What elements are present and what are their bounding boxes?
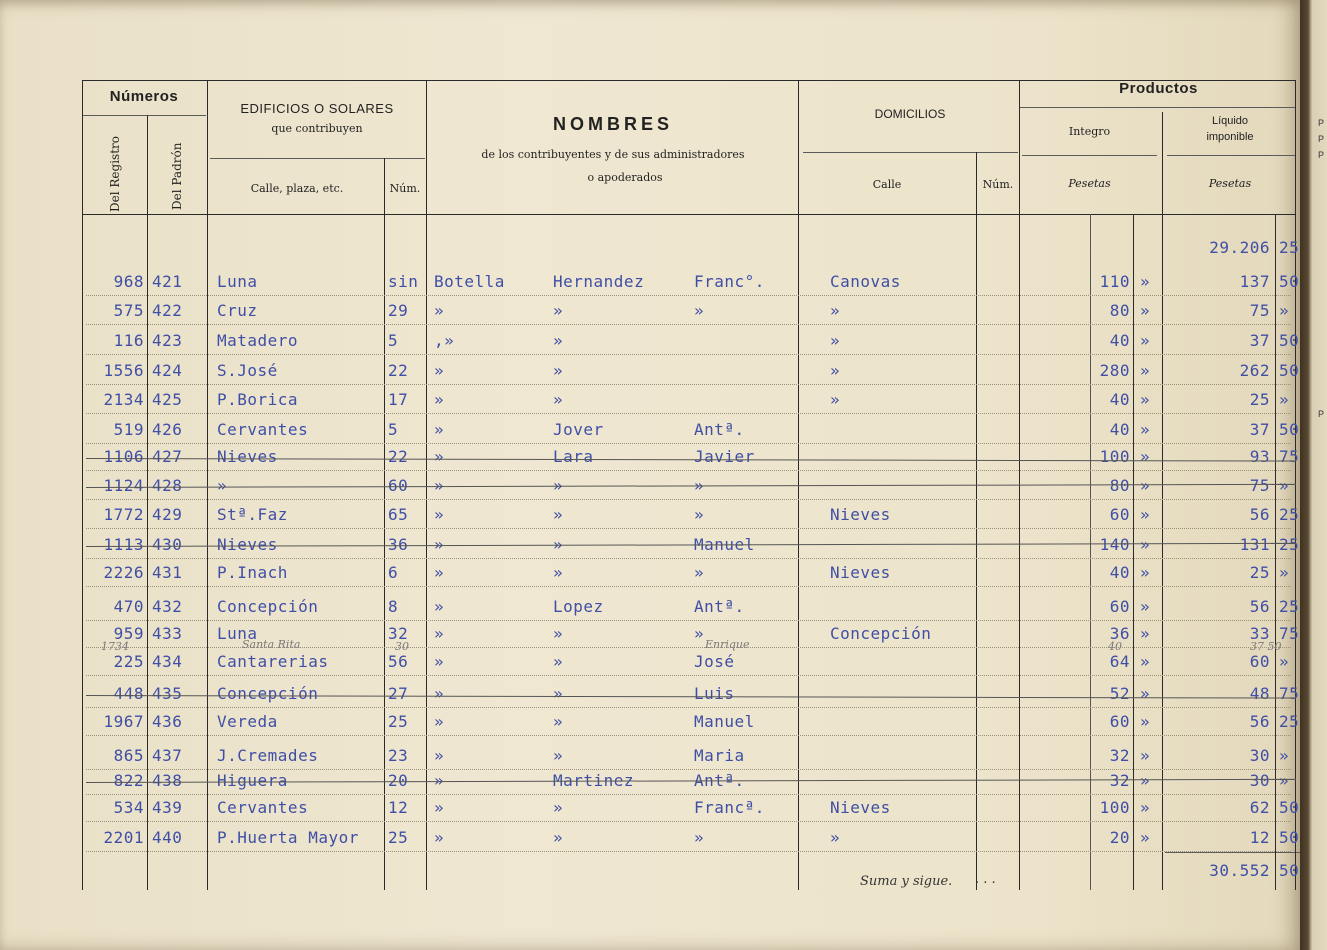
header-bottom-rule xyxy=(82,214,1295,215)
street-number: 5 xyxy=(388,420,399,439)
street-name: J.Cremades xyxy=(217,746,319,765)
registro-number: 448 xyxy=(113,684,144,703)
liquido-cents: 25 xyxy=(1279,597,1300,616)
surname-1: » xyxy=(434,390,445,409)
footer-dots: . . . xyxy=(975,872,996,887)
integro-pesetas: 140 xyxy=(1099,535,1130,554)
street-name: P.Huerta Mayor xyxy=(217,828,359,847)
padron-number: 423 xyxy=(152,331,183,350)
integro-pesetas: 20 xyxy=(1109,828,1130,847)
integro-cents: » xyxy=(1140,798,1151,817)
imponible-heading: imponible xyxy=(1206,131,1254,143)
padron-number: 431 xyxy=(152,563,183,582)
pencil-note-nombre: Enrique xyxy=(705,638,750,651)
padron-number: 422 xyxy=(152,301,183,320)
registro-number: 1556 xyxy=(103,361,144,380)
liquido-pesetas: 131 xyxy=(1239,535,1270,554)
registro-number: 959 xyxy=(113,624,144,643)
padron-number: 439 xyxy=(152,798,183,817)
surname-2: » xyxy=(553,624,564,643)
street-name: S.José xyxy=(217,361,278,380)
given-name: » xyxy=(694,624,705,643)
integro-pesetas: 100 xyxy=(1099,798,1130,817)
integro-pesetas: 64 xyxy=(1109,652,1130,671)
given-name: Francª. xyxy=(694,798,765,817)
street-name: Luna xyxy=(217,272,258,291)
liquido-cents: 50 xyxy=(1279,361,1300,380)
liquido-cents: 75 xyxy=(1279,624,1300,643)
row-guide-line xyxy=(86,528,1291,529)
productos-rule xyxy=(1020,107,1295,108)
surname-1: » xyxy=(434,301,445,320)
registro-number: 865 xyxy=(113,746,144,765)
liquido-cents: » xyxy=(1279,301,1290,320)
given-name: Franc°. xyxy=(694,272,765,291)
given-name: Javier xyxy=(694,447,755,466)
integro-rule xyxy=(1022,155,1157,156)
registro-number: 1772 xyxy=(103,505,144,524)
given-name: José xyxy=(694,652,735,671)
liquido-pesetas: 25 xyxy=(1249,390,1270,409)
col-line xyxy=(82,80,83,890)
liquido-cents: 25 xyxy=(1279,712,1300,731)
padron-number: 427 xyxy=(152,447,183,466)
integro-cents: » xyxy=(1140,420,1151,439)
row-guide-line xyxy=(86,499,1291,500)
carried-forward-cents: 25 xyxy=(1279,238,1300,257)
street-number: 25 xyxy=(388,712,409,731)
liquido-pesetas: 75 xyxy=(1249,301,1270,320)
liquido-cents: 50 xyxy=(1279,420,1300,439)
integro-cents: » xyxy=(1140,746,1151,765)
registro-number: 2226 xyxy=(103,563,144,582)
street-number: 8 xyxy=(388,597,399,616)
row-guide-line xyxy=(86,675,1291,676)
edificios-subheading: que contribuyen xyxy=(271,122,363,135)
integro-pesetas: 40 xyxy=(1109,563,1130,582)
liquido-pesetas: 12 xyxy=(1249,828,1270,847)
domicilio-street: Concepción xyxy=(830,624,932,643)
row-guide-line xyxy=(86,558,1291,559)
liquido-cents: » xyxy=(1279,390,1290,409)
surname-2: » xyxy=(553,746,564,765)
registro-number: 2134 xyxy=(103,390,144,409)
surname-1: » xyxy=(434,420,445,439)
surname-2: » xyxy=(553,390,564,409)
liquido-cents: 50 xyxy=(1279,798,1300,817)
liquido-pesetas: 60 xyxy=(1249,652,1270,671)
integro-pesetas: 60 xyxy=(1109,597,1130,616)
calle-plaza-heading: Calle, plaza, etc. xyxy=(250,182,344,195)
surname-1: » xyxy=(434,476,445,495)
edificios-rule xyxy=(210,158,425,159)
street-name: Cruz xyxy=(217,301,258,320)
liquido-pesetas: 262 xyxy=(1239,361,1270,380)
domicilio-street: » xyxy=(830,828,841,847)
street-number: 23 xyxy=(388,746,409,765)
col-line xyxy=(147,115,148,890)
edge-letter: P xyxy=(1318,150,1325,160)
padron-number: 421 xyxy=(152,272,183,291)
surname-1: » xyxy=(434,652,445,671)
row-guide-line xyxy=(86,707,1291,708)
liquido-rule xyxy=(1167,155,1295,156)
street-number: 27 xyxy=(388,684,409,703)
street-name: Luna xyxy=(217,624,258,643)
row-guide-line xyxy=(86,324,1291,325)
street-number: 12 xyxy=(388,798,409,817)
liquido-pesetas: 75 xyxy=(1249,476,1270,495)
surname-2: » xyxy=(553,798,564,817)
street-number: 5 xyxy=(388,331,399,350)
liquido-pesetas: 25 xyxy=(1249,563,1270,582)
registro-number: 1106 xyxy=(103,447,144,466)
registro-number: 1124 xyxy=(103,476,144,495)
integro-cents: » xyxy=(1140,505,1151,524)
integro-cents: » xyxy=(1140,712,1151,731)
row-guide-line xyxy=(86,620,1291,621)
padron-number: 433 xyxy=(152,624,183,643)
street-number: sin xyxy=(388,272,419,291)
street-number: 32 xyxy=(388,624,409,643)
liquido-cents: 75 xyxy=(1279,684,1300,703)
liquido-cents: 50 xyxy=(1279,828,1300,847)
numeros-rule xyxy=(82,115,206,116)
row-guide-line xyxy=(86,769,1291,770)
surname-2: » xyxy=(553,652,564,671)
liquido-pesetas: 48 xyxy=(1249,684,1270,703)
street-name: Nieves xyxy=(217,447,278,466)
liquido-pesetas: 137 xyxy=(1239,272,1270,291)
integro-cents: » xyxy=(1140,597,1151,616)
registro-number: 575 xyxy=(113,301,144,320)
integro-pesetas: 100 xyxy=(1099,447,1130,466)
num2-heading: Núm. xyxy=(982,178,1014,191)
row-guide-line xyxy=(86,443,1291,444)
surname-1: ,» xyxy=(434,331,455,350)
liquido-cents: » xyxy=(1279,746,1290,765)
surname-1: » xyxy=(434,798,445,817)
street-number: 6 xyxy=(388,563,399,582)
integro-cents: » xyxy=(1140,272,1151,291)
integro-cents: » xyxy=(1140,476,1151,495)
given-name: Antª. xyxy=(694,420,745,439)
liquido-pesetas: 56 xyxy=(1249,505,1270,524)
surname-1: Botella xyxy=(434,272,505,291)
total-cents: 50 xyxy=(1279,861,1300,880)
pesetas-heading-liquido: Pesetas xyxy=(1208,177,1252,190)
padron-number: 432 xyxy=(152,597,183,616)
integro-heading: Integro xyxy=(1068,125,1111,138)
domicilio-street: Nieves xyxy=(830,563,891,582)
street-number: 65 xyxy=(388,505,409,524)
surname-2: » xyxy=(553,684,564,703)
domicilio-street: » xyxy=(830,331,841,350)
liquido-cents: 50 xyxy=(1279,331,1300,350)
street-name: Cervantes xyxy=(217,798,309,817)
surname-1: » xyxy=(434,828,445,847)
surname-1: » xyxy=(434,505,445,524)
surname-2: » xyxy=(553,505,564,524)
nombres-subheading-2: o apoderados xyxy=(587,171,663,184)
total-rule xyxy=(1165,852,1300,853)
street-name: Nieves xyxy=(217,535,278,554)
row-guide-line xyxy=(86,470,1291,471)
integro-pesetas: 36 xyxy=(1109,624,1130,643)
registro-number: 470 xyxy=(113,597,144,616)
padron-number: 438 xyxy=(152,771,183,790)
given-name: » xyxy=(694,563,705,582)
surname-2: » xyxy=(553,563,564,582)
given-name: » xyxy=(694,476,705,495)
calle-heading: Calle xyxy=(872,178,902,191)
row-guide-line xyxy=(86,735,1291,736)
integro-pesetas: 32 xyxy=(1109,771,1130,790)
row-guide-line xyxy=(86,586,1291,587)
surname-1: » xyxy=(434,684,445,703)
surname-1: » xyxy=(434,712,445,731)
integro-cents: » xyxy=(1140,447,1151,466)
given-name: » xyxy=(694,301,705,320)
carried-forward-pesetas: 29.206 xyxy=(1209,238,1270,257)
pencil-note-calle: Santa Rita xyxy=(242,638,301,651)
col-line xyxy=(1090,214,1091,890)
padron-number: 436 xyxy=(152,712,183,731)
liquido-pesetas: 62 xyxy=(1249,798,1270,817)
street-name: Higuera xyxy=(217,771,288,790)
row-guide-line xyxy=(86,295,1291,296)
surname-2: » xyxy=(553,476,564,495)
liquido-heading: Líquido xyxy=(1211,115,1249,127)
street-number: 22 xyxy=(388,361,409,380)
surname-1: » xyxy=(434,563,445,582)
productos-heading: Productos xyxy=(1119,80,1198,97)
padron-number: 430 xyxy=(152,535,183,554)
street-name: P.Borica xyxy=(217,390,299,409)
row-guide-line xyxy=(86,384,1291,385)
surname-2: Lopez xyxy=(553,597,604,616)
street-name: Stª.Faz xyxy=(217,505,288,524)
padron-number: 424 xyxy=(152,361,183,380)
given-name: Antª. xyxy=(694,597,745,616)
edge-letter: P xyxy=(1318,409,1325,419)
integro-cents: » xyxy=(1140,331,1151,350)
padron-number: 435 xyxy=(152,684,183,703)
integro-pesetas: 40 xyxy=(1109,420,1130,439)
integro-cents: » xyxy=(1140,361,1151,380)
street-number: 29 xyxy=(388,301,409,320)
street-name: Vereda xyxy=(217,712,278,731)
suma-y-sigue: Suma y sigue. xyxy=(860,874,953,889)
integro-pesetas: 40 xyxy=(1109,331,1130,350)
street-number: 22 xyxy=(388,447,409,466)
liquido-pesetas: 30 xyxy=(1249,746,1270,765)
integro-cents: » xyxy=(1140,828,1151,847)
edge-letter: P xyxy=(1318,134,1325,144)
surname-1: » xyxy=(434,535,445,554)
integro-pesetas: 110 xyxy=(1099,272,1130,291)
nombres-heading: NOMBRES xyxy=(552,114,673,134)
pencil-note-num: 30 xyxy=(395,640,409,653)
del-padron-heading: Del Padrón xyxy=(170,142,184,210)
surname-1: » xyxy=(434,597,445,616)
surname-1: » xyxy=(434,361,445,380)
liquido-cents: » xyxy=(1279,652,1290,671)
padron-number: 440 xyxy=(152,828,183,847)
surname-2: » xyxy=(553,331,564,350)
domicilio-street: » xyxy=(830,301,841,320)
domicilio-street: » xyxy=(830,390,841,409)
surname-2: » xyxy=(553,828,564,847)
liquido-cents: 50 xyxy=(1279,272,1300,291)
integro-cents: » xyxy=(1140,563,1151,582)
liquido-cents: » xyxy=(1279,771,1290,790)
surname-2: Jover xyxy=(553,420,604,439)
registro-number: 1113 xyxy=(103,535,144,554)
street-name: Cantarerias xyxy=(217,652,329,671)
registro-number: 225 xyxy=(113,652,144,671)
domicilios-heading: DOMICILIOS xyxy=(874,107,946,121)
integro-pesetas: 60 xyxy=(1109,505,1130,524)
padron-number: 434 xyxy=(152,652,183,671)
liquido-cents: 25 xyxy=(1279,505,1300,524)
del-registro-heading: Del Registro xyxy=(108,136,122,212)
liquido-pesetas: 37 xyxy=(1249,331,1270,350)
surname-1: » xyxy=(434,447,445,466)
domicilio-street: Nieves xyxy=(830,798,891,817)
registro-number: 2201 xyxy=(103,828,144,847)
liquido-cents: 25 xyxy=(1279,535,1300,554)
integro-pesetas: 80 xyxy=(1109,301,1130,320)
surname-2: Lara xyxy=(553,447,594,466)
street-name: Cervantes xyxy=(217,420,309,439)
registro-number: 822 xyxy=(113,771,144,790)
padron-number: 429 xyxy=(152,505,183,524)
given-name: » xyxy=(694,828,705,847)
liquido-pesetas: 37 xyxy=(1249,420,1270,439)
registro-number: 116 xyxy=(113,331,144,350)
registro-number: 519 xyxy=(113,420,144,439)
surname-2: » xyxy=(553,361,564,380)
street-number: 56 xyxy=(388,652,409,671)
pencil-note-liquido: 37 50 xyxy=(1250,640,1282,653)
street-name: » xyxy=(217,476,228,495)
street-name: Concepción xyxy=(217,684,319,703)
col-line xyxy=(384,158,385,890)
integro-cents: » xyxy=(1140,771,1151,790)
integro-pesetas: 80 xyxy=(1109,476,1130,495)
liquido-pesetas: 56 xyxy=(1249,712,1270,731)
surname-2: » xyxy=(553,535,564,554)
liquido-cents: » xyxy=(1279,563,1290,582)
surname-2: » xyxy=(553,712,564,731)
surname-1: » xyxy=(434,746,445,765)
given-name: Luis xyxy=(694,684,735,703)
domicilio-street: Nieves xyxy=(830,505,891,524)
surname-1: » xyxy=(434,771,445,790)
surname-2: Hernandez xyxy=(553,272,645,291)
padron-number: 426 xyxy=(152,420,183,439)
edge-letter: P xyxy=(1318,118,1325,128)
liquido-cents: » xyxy=(1279,476,1290,495)
surname-2: Martinez xyxy=(553,771,635,790)
street-number: 60 xyxy=(388,476,409,495)
total-pesetas: 30.552 xyxy=(1209,861,1270,880)
street-number: 17 xyxy=(388,390,409,409)
numeros-heading: Números xyxy=(109,88,179,105)
col-line xyxy=(1275,214,1276,890)
padron-number: 437 xyxy=(152,746,183,765)
given-name: Maria xyxy=(694,746,745,765)
street-number: 20 xyxy=(388,771,409,790)
pesetas-heading-integro: Pesetas xyxy=(1068,177,1111,190)
given-name: » xyxy=(694,505,705,524)
registro-number: 534 xyxy=(113,798,144,817)
col-line xyxy=(1133,214,1134,890)
registro-number: 1967 xyxy=(103,712,144,731)
pencil-note-integro: 40 xyxy=(1108,640,1122,653)
integro-pesetas: 60 xyxy=(1109,712,1130,731)
liquido-pesetas: 56 xyxy=(1249,597,1270,616)
integro-cents: » xyxy=(1140,624,1151,643)
padron-number: 425 xyxy=(152,390,183,409)
row-guide-line xyxy=(86,354,1291,355)
row-guide-line xyxy=(86,794,1291,795)
given-name: Manuel xyxy=(694,712,755,731)
street-name: P.Inach xyxy=(217,563,288,582)
liquido-cents: 75 xyxy=(1279,447,1300,466)
integro-pesetas: 52 xyxy=(1109,684,1130,703)
num-heading: Núm. xyxy=(389,182,421,195)
col-line xyxy=(1162,112,1163,890)
given-name: Antª. xyxy=(694,771,745,790)
given-name: Manuel xyxy=(694,535,755,554)
edificios-heading: EDIFICIOS O SOLARES xyxy=(240,101,394,116)
integro-cents: » xyxy=(1140,535,1151,554)
row-guide-line xyxy=(86,413,1291,414)
domicilios-rule xyxy=(803,152,1018,153)
street-number: 25 xyxy=(388,828,409,847)
liquido-pesetas: 33 xyxy=(1249,624,1270,643)
liquido-pesetas: 30 xyxy=(1249,771,1270,790)
registro-number: 968 xyxy=(113,272,144,291)
surname-1: » xyxy=(434,624,445,643)
street-number: 36 xyxy=(388,535,409,554)
integro-pesetas: 40 xyxy=(1109,390,1130,409)
integro-pesetas: 32 xyxy=(1109,746,1130,765)
row-guide-line xyxy=(86,851,1291,852)
domicilio-street: » xyxy=(830,361,841,380)
liquido-pesetas: 93 xyxy=(1249,447,1270,466)
surname-2: » xyxy=(553,301,564,320)
padron-number: 428 xyxy=(152,476,183,495)
integro-cents: » xyxy=(1140,301,1151,320)
nombres-subheading-1: de los contribuyentes y de sus administradores xyxy=(481,148,745,161)
pencil-note-registro: 1734 xyxy=(101,640,129,653)
integro-pesetas: 280 xyxy=(1099,361,1130,380)
domicilio-street: Canovas xyxy=(830,272,901,291)
row-guide-line xyxy=(86,821,1291,822)
street-name: Matadero xyxy=(217,331,299,350)
integro-cents: » xyxy=(1140,652,1151,671)
integro-cents: » xyxy=(1140,684,1151,703)
street-name: Concepción xyxy=(217,597,319,616)
integro-cents: » xyxy=(1140,390,1151,409)
